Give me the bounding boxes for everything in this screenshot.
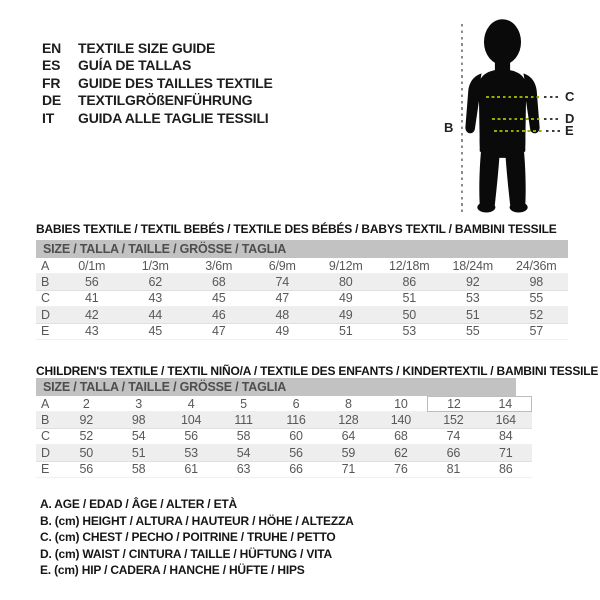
table-cell: 64: [341, 429, 356, 444]
table-cell: 66: [446, 445, 461, 460]
table-cell: 71: [341, 462, 356, 477]
table-cell: 49: [338, 291, 353, 306]
table-cell: 98: [131, 413, 146, 428]
table-cell: 0/1m: [78, 258, 106, 273]
table-cell: 45: [148, 324, 162, 339]
table-cell: 43: [84, 324, 99, 339]
table-cell: 152: [443, 413, 464, 428]
language-code: EN: [42, 40, 62, 56]
table-cell: 104: [180, 413, 202, 428]
waist-measure-line: [492, 118, 541, 120]
table-cell: 1/3m: [141, 258, 169, 273]
height-measure-label: B: [444, 120, 454, 135]
table-cell: 52: [79, 429, 93, 444]
table-cell: 10: [394, 397, 408, 411]
row-label: D: [41, 445, 50, 460]
table-cell: 14: [480, 396, 532, 412]
table-row: [36, 258, 568, 274]
hip-measure-leader: [546, 130, 561, 132]
table-cell: 116: [286, 413, 306, 428]
table-row: [36, 396, 532, 412]
language-code: DE: [42, 92, 62, 109]
table-cell: 50: [402, 307, 416, 322]
row-label: A: [41, 258, 50, 273]
table-cell: 42: [84, 307, 99, 322]
table-cell: 86: [499, 462, 513, 477]
table-cell: 52: [529, 307, 543, 322]
table-cell: 3/6m: [205, 258, 233, 273]
table-cell: 45: [211, 291, 226, 306]
table-cell: 58: [236, 429, 251, 444]
language-row: [42, 110, 273, 127]
table-cell: 60: [289, 429, 303, 444]
chest-measure-line: [486, 96, 541, 98]
language-label: TEXTILE SIZE GUIDE: [78, 40, 216, 56]
table-cell: 18/24m: [452, 258, 493, 273]
waist-measure-label: D: [565, 111, 575, 126]
waist-measure-leader: [544, 118, 560, 120]
language-row: [42, 75, 273, 92]
babies-table-header: SIZE / TALLA / TAILLE / GRÖSSE / TAGLIA: [36, 240, 568, 258]
table-cell: 71: [499, 445, 513, 460]
table-cell: 68: [211, 275, 226, 290]
language-label: GUIDA ALLE TAGLIE TESSILI: [78, 109, 269, 126]
table-cell: 56: [84, 275, 99, 290]
table-cell: 53: [465, 291, 480, 306]
legend-line: C. (cm) CHEST / PECHO / POITRINE / TRUHE / PETTO: [40, 530, 336, 544]
table-row: [36, 429, 532, 445]
table-cell: 62: [394, 445, 408, 460]
row-label: B: [41, 275, 50, 290]
table-row: [36, 445, 532, 461]
table-cell: 58: [131, 462, 146, 477]
table-cell: 84: [499, 429, 513, 444]
table-cell: 74: [446, 429, 461, 444]
table-cell: 55: [529, 291, 543, 306]
table-cell: 2: [82, 397, 90, 411]
row-label: D: [41, 307, 50, 322]
table-cell: 6: [292, 397, 300, 411]
table-cell: 8: [345, 397, 352, 411]
table-row: [36, 307, 568, 323]
row-label: A: [41, 397, 50, 411]
row-label: C: [41, 291, 50, 306]
table-cell: 5: [240, 397, 247, 411]
table-cell: 57: [529, 324, 543, 339]
language-label: GUIDE DES TAILLES TEXTILE: [78, 74, 273, 91]
babies-table-title: BABIES TEXTILE / TEXTIL BEBÉS / TEXTILE DES BÉBÉS / BABYS TEXTIL / BAMBINI TESSILE: [36, 222, 557, 236]
table-row: [36, 324, 568, 340]
table-cell: 44: [148, 307, 162, 322]
table-cell: 54: [236, 445, 251, 460]
language-row: [42, 40, 273, 57]
row-label: E: [41, 462, 50, 477]
language-code: ES: [42, 57, 61, 74]
table-cell: 80: [338, 275, 353, 290]
table-cell: 47: [211, 324, 226, 339]
table-cell: 51: [465, 307, 480, 322]
language-row: [42, 57, 273, 74]
table-cell: 66: [289, 462, 303, 477]
table-cell: 76: [394, 462, 408, 477]
table-cell: 164: [495, 413, 516, 428]
table-cell: 12/18m: [389, 258, 430, 273]
table-cell: 59: [341, 445, 356, 460]
table-cell: 56: [289, 445, 303, 460]
table-cell: 3: [135, 397, 143, 411]
legend-line: E. (cm) HIP / CADERA / HANCHE / HÜFTE / HIPS: [40, 563, 305, 577]
table-cell: 41: [84, 291, 99, 306]
children-table-header: SIZE / TALLA / TAILLE / GRÖSSE / TAGLIA: [36, 378, 516, 396]
table-cell: 12: [427, 396, 479, 412]
table-cell: 55: [465, 324, 480, 339]
chest-measure-leader: [544, 96, 561, 98]
table-cell: 51: [131, 445, 146, 460]
language-code: IT: [42, 109, 55, 126]
legend-line: B. (cm) HEIGHT / ALTURA / HAUTEUR / HÖHE / ALTEZZA: [40, 513, 354, 528]
language-label: GUÍA DE TALLAS: [78, 57, 192, 74]
table-cell: 111: [234, 413, 253, 428]
table-cell: 47: [275, 291, 289, 306]
table-cell: 49: [338, 307, 353, 322]
legend-line: A. AGE / EDAD / ÂGE / ALTER / ETÀ: [40, 497, 237, 511]
table-cell: 4: [187, 397, 195, 411]
table-cell: 92: [79, 413, 93, 428]
table-cell: 51: [338, 324, 353, 339]
table-cell: 24/36m: [516, 258, 557, 273]
table-cell: 128: [338, 413, 359, 428]
legend-line: D. (cm) WAIST / CINTURA / TAILLE / HÜFTUNG / VITA: [40, 546, 332, 561]
children-table-title: CHILDREN'S TEXTILE / TEXTIL NIÑO/A / TEXTILE DES ENFANTS / KINDERTEXTIL / BAMBINI TESSILE: [36, 364, 599, 378]
table-cell: 68: [394, 429, 408, 444]
table-cell: 51: [402, 291, 416, 306]
hip-measure-label: E: [565, 123, 574, 138]
chest-measure-label: C: [565, 89, 575, 104]
measurement-legend: [40, 496, 354, 579]
row-label: E: [41, 324, 50, 339]
table-row: [36, 291, 568, 307]
table-cell: 49: [275, 324, 289, 339]
table-cell: 48: [275, 307, 289, 322]
table-row: [36, 274, 568, 290]
table-cell: 9/12m: [328, 258, 363, 273]
language-label: TEXTILGRÖßENFÜHRUNG: [78, 92, 253, 109]
table-row: [36, 412, 532, 428]
table-cell: 92: [465, 275, 480, 290]
table-cell: 53: [402, 324, 416, 339]
language-list: [42, 40, 273, 127]
height-measure-dashed-line: [461, 24, 463, 216]
table-cell: 98: [529, 275, 543, 290]
table-cell: 56: [184, 429, 198, 444]
table-row: [36, 462, 532, 478]
row-label: C: [41, 429, 50, 444]
table-cell: 56: [79, 462, 93, 477]
table-cell: 63: [236, 462, 251, 477]
language-row: [42, 92, 273, 109]
children-table: [36, 396, 532, 478]
table-cell: 81: [446, 462, 461, 477]
row-label: B: [41, 413, 50, 428]
table-cell: 140: [390, 413, 412, 428]
table-cell: 54: [131, 429, 146, 444]
table-cell: 6/9m: [268, 258, 296, 273]
table-cell: 50: [79, 445, 93, 460]
table-cell: 74: [275, 275, 289, 290]
table-cell: 62: [148, 275, 162, 290]
table-cell: 61: [184, 462, 198, 477]
babies-table: [36, 258, 568, 340]
hip-measure-line: [494, 130, 543, 132]
table-cell: 53: [184, 445, 198, 460]
table-cell: 46: [211, 307, 226, 322]
language-code: FR: [42, 74, 61, 91]
table-cell: 43: [148, 291, 162, 306]
table-cell: 86: [402, 275, 416, 290]
